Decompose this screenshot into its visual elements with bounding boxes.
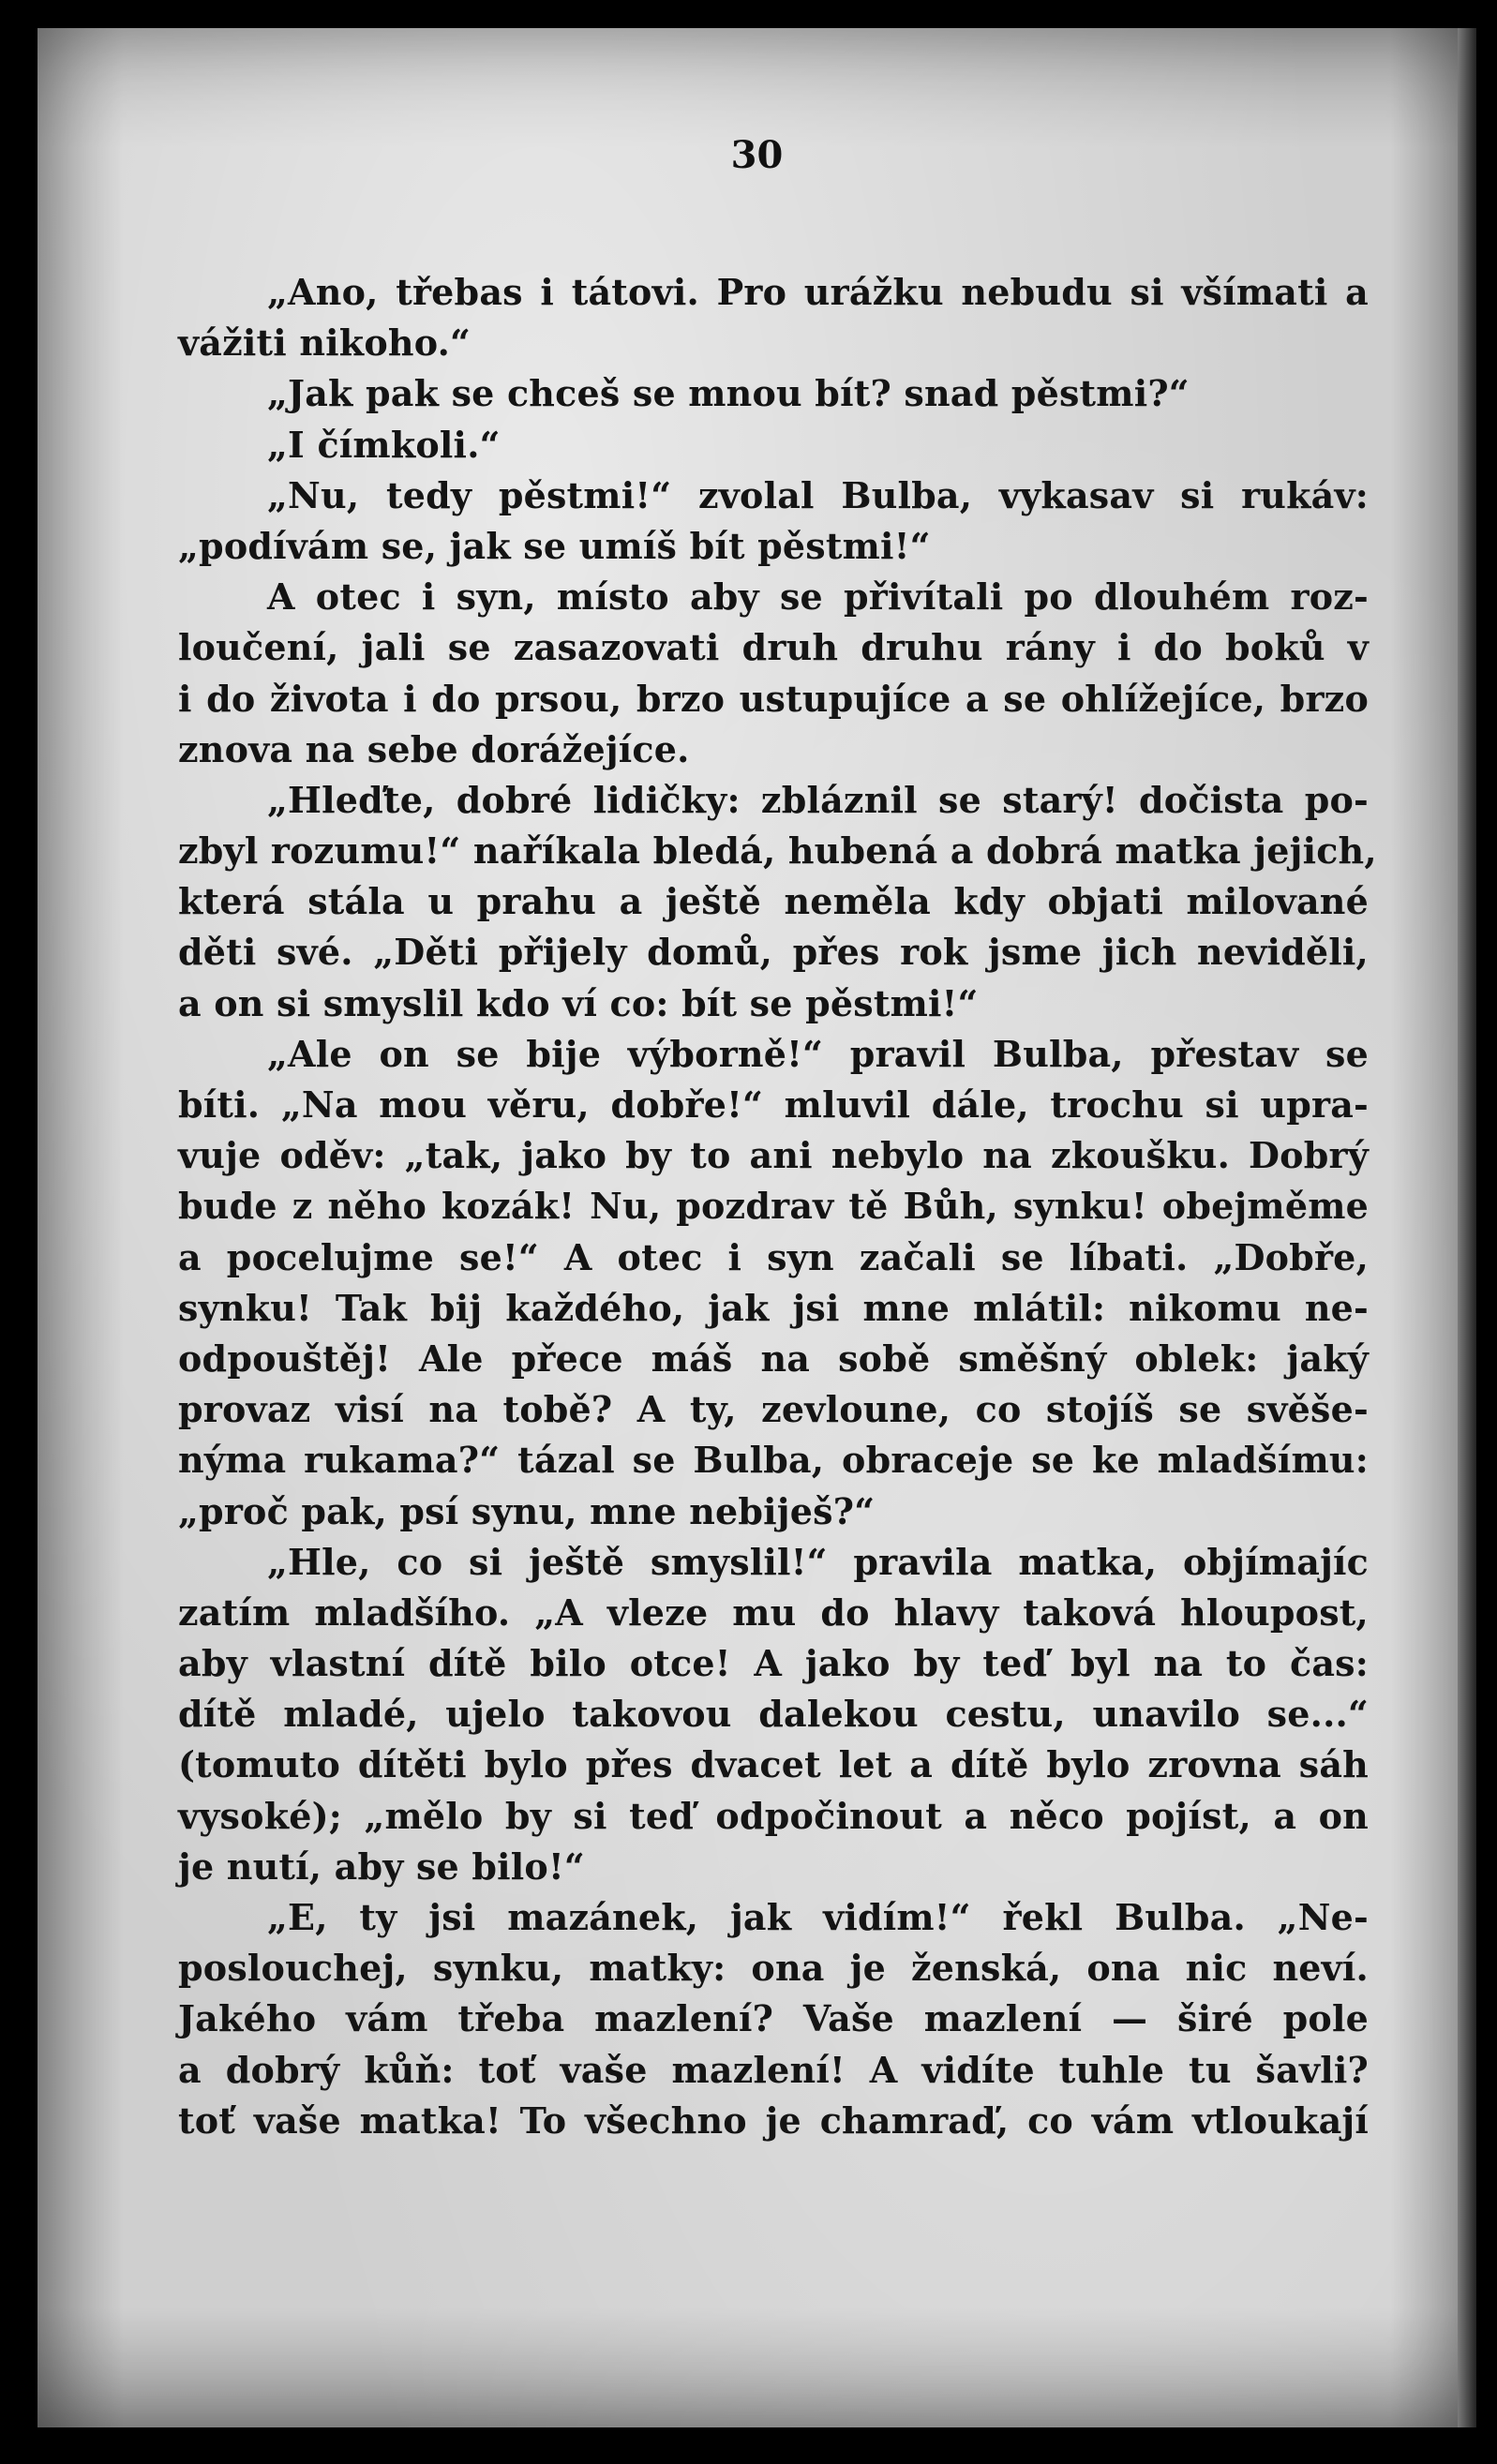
text-line: „Nu, tedy pěstmi!“ zvolal Bulba, vykasav si rukáv: [267, 473, 1369, 516]
text-line: a pocelujme se!“ A otec i syn začali se líbati. „Dobře, [178, 1235, 1369, 1278]
text-line: loučení, jali se zasazovati druh druhu rány i do boků v [178, 626, 1369, 669]
text-line: „Hleďte, dobré lidičky: zbláznil se starý! dočista po- [267, 778, 1369, 821]
text-line: poslouchej, synku, matky: ona je ženská, ona nic neví. [178, 1947, 1369, 1990]
text-line: a on si smyslil kdo ví co: bít se pěstmi!“ [178, 981, 979, 1024]
text-line: „Hle, co si ještě smyslil!“ pravila matka, objímajíc [267, 1540, 1369, 1583]
text-line: vysoké); „mělo by si teď odpočinout a něco pojíst, a on [178, 1794, 1369, 1837]
text-line: synku! Tak bij každého, jak jsi mne mlátil: nikomu ne- [178, 1286, 1369, 1329]
text-line: je nutí, aby se bilo!“ [178, 1844, 585, 1888]
text-line: znova na sebe dorážejíce. [178, 727, 690, 770]
page-spine-edge [1458, 28, 1476, 2427]
text-line: která stála u prahu a ještě neměla kdy objati milované [178, 880, 1369, 923]
text-line: nýma rukama?“ tázal se Bulba, obraceje se ke mladšímu: [178, 1439, 1369, 1482]
text-line: bude z něho kozák! Nu, pozdrav tě Bůh, synku! obejměme [178, 1185, 1369, 1228]
text-line: aby vlastní dítě bilo otce! A jako by teď byl na to čas: [178, 1642, 1369, 1685]
text-line: „proč pak, psí synu, mne nebiješ?“ [178, 1489, 876, 1532]
body-text [178, 267, 1377, 2146]
text-line: zbyl rozumu!“ naříkala bledá, hubená a dobrá matka jejich, [178, 829, 1377, 873]
text-line: „I čímkoli.“ [267, 423, 501, 466]
text-line: „Jak pak se chceš se mnou bít? snad pěstmi?“ [267, 372, 1190, 415]
book-page [37, 28, 1476, 2427]
text-line: provaz visí na tobě? A ty, zevloune, co stojíš se svěše- [178, 1388, 1369, 1431]
text-line: zatím mladšího. „A vleze mu do hlavy taková hloupost, [178, 1590, 1369, 1634]
page-number: 30 [730, 133, 784, 177]
text-line: dítě mladé, ujelo takovou dalekou cestu, unavilo se...“ [178, 1693, 1369, 1736]
text-line: (tomuto dítěti bylo přes dvacet let a dítě bylo zrovna sáh [178, 1743, 1369, 1786]
text-line: A otec i syn, místo aby se přivítali po dlouhém roz- [267, 575, 1369, 619]
text-line: vuje oděv: „tak, jako by to ani nebylo na zkoušku. Dobrý [178, 1134, 1369, 1177]
text-line: „Ano, třebas i tátovi. Pro urážku nebudu si všímati a [267, 271, 1369, 313]
text-line: Jakého vám třeba mazlení? Vaše mazlení — širé pole [178, 1997, 1369, 2040]
text-line: děti své. „Děti přijely domů, přes rok jsme jich neviděli, [178, 931, 1369, 974]
text-line: „E, ty jsi mazánek, jak vidím!“ řekl Bulba. „Ne- [267, 1896, 1369, 1938]
text-line: vážiti nikoho.“ [178, 321, 472, 365]
text-line: „Ale on se bije výborně!“ pravil Bulba, přestav se [267, 1032, 1369, 1075]
text-line: i do života i do prsou, brzo ustupujíce a se ohlížejíce, brzo [178, 677, 1369, 720]
text-line: „podívám se, jak se umíš bít pěstmi!“ [178, 524, 931, 567]
text-line: bíti. „Na mou věru, dobře!“ mluvil dále, trochu si upra- [178, 1083, 1369, 1126]
text-line: odpouštěj! Ale přece máš na sobě směšný oblek: jaký [178, 1337, 1369, 1380]
text-line: toť vaše matka! To všechno je chamraď, co vám vtloukají [178, 2098, 1369, 2142]
text-line: a dobrý kůň: toť vaše mazlení! A vidíte tuhle tu šavli? [178, 2048, 1369, 2091]
